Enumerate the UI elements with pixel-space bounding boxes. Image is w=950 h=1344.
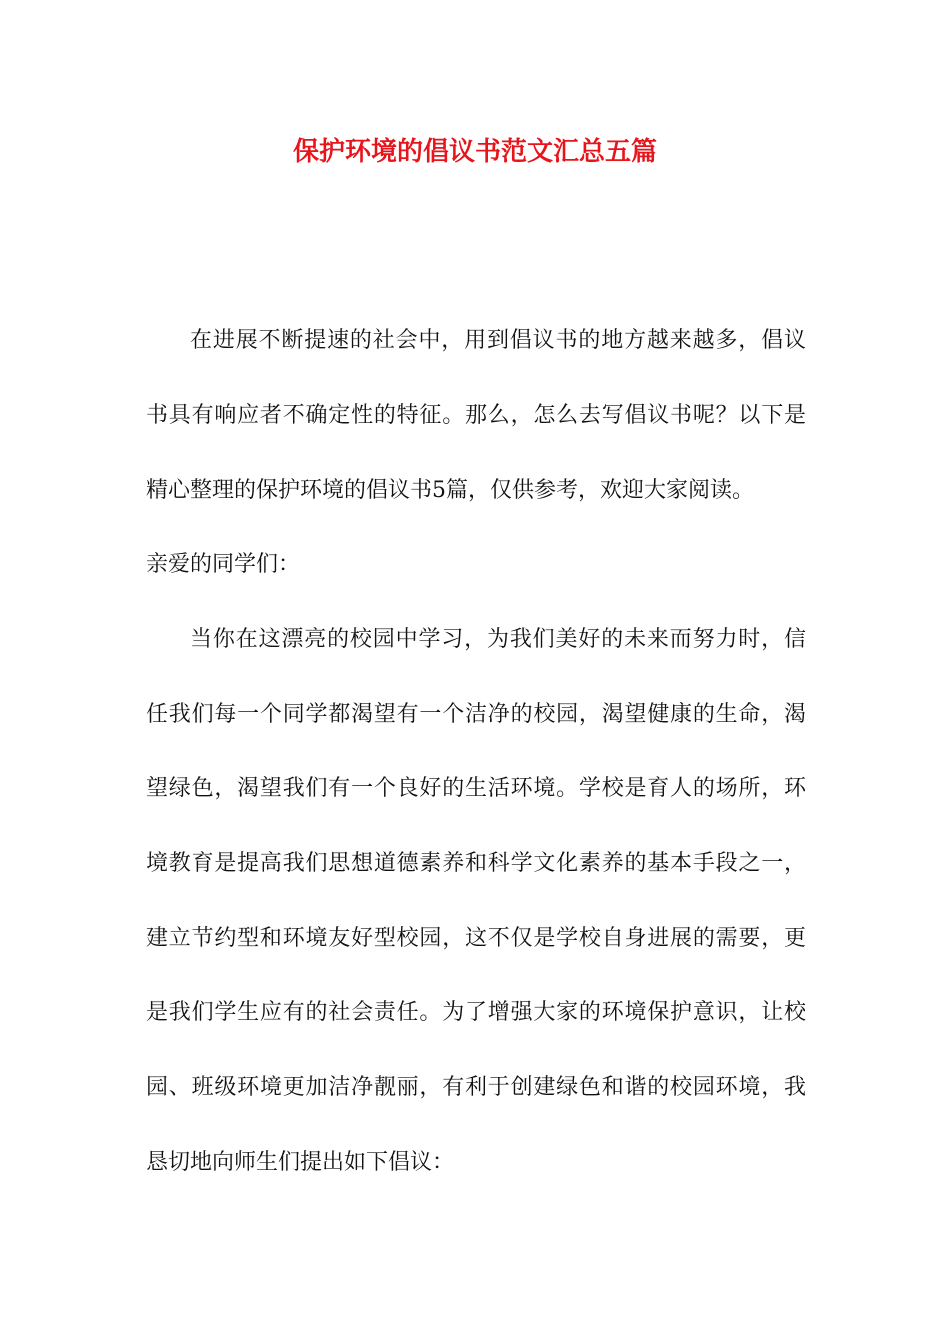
paragraph-line: 建立节约型和环境友好型校园，这不仅是学校自身进展的需要，更 — [146, 926, 806, 951]
paragraph-line: 精心整理的保护环境的倡议书5篇，仅供参考，欢迎大家阅读。 — [146, 478, 754, 503]
paragraph-line: 恳切地向师生们提出如下倡议： — [146, 1150, 455, 1175]
salutation: 亲爱的同学们： — [146, 552, 301, 577]
paragraph-line: 是我们学生应有的社会责任。为了增强大家的环境保护意识，让校 — [146, 1000, 806, 1025]
paragraph-line: 园、班级环境更加洁净靓丽，有利于创建绿色和谐的校园环境，我 — [146, 1075, 806, 1100]
paragraph-line: 任我们每一个同学都渴望有一个洁净的校园，渴望健康的生命，渴 — [146, 702, 806, 727]
document-title: 保护环境的倡议书范文汇总五篇 — [292, 137, 657, 167]
paragraph-line: 当你在这漂亮的校园中学习，为我们美好的未来而努力时，信 — [190, 627, 806, 652]
paragraph-line: 书具有响应者不确定性的特征。那么，怎么去写倡议书呢？以下是 — [146, 403, 806, 428]
paragraph-line: 望绿色，渴望我们有一个良好的生活环境。学校是育人的场所，环 — [146, 776, 806, 801]
paragraph-line: 在进展不断提速的社会中，用到倡议书的地方越来越多，倡议 — [190, 328, 806, 353]
paragraph-line: 境教育是提高我们思想道德素养和科学文化素养的基本手段之一， — [146, 851, 806, 876]
